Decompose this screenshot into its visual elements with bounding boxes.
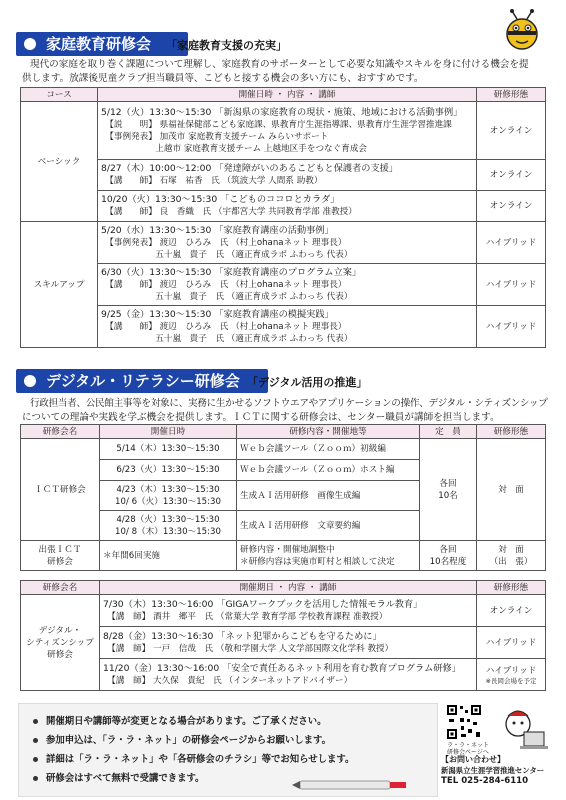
intro-line: 現代の家庭を取り巻く課題について理解し、家庭教育のサポーターとして必要な知識やスキルを身に付ける機会を提 [30, 59, 529, 70]
section1-title: 家庭教育研修会 [46, 35, 152, 53]
event-cell [98, 102, 477, 160]
format-cell: オンライン [477, 160, 546, 191]
col-header: コース [21, 88, 98, 102]
format-cell: オンライン [477, 102, 546, 160]
intro-line: 行政担当者、公民館主事等を対象に、実務に生かせるソフトウエアやアプリケーションの操作、デジタル・シティズンシップ [30, 398, 548, 409]
section1-title-bar [16, 32, 188, 56]
date-cell [100, 481, 237, 511]
note-item [33, 751, 354, 765]
capacity-text: 10名程度 [429, 556, 467, 567]
content-cell: 生成ＡＩ活用研修 文章要約編 [237, 511, 420, 541]
col-header: 開催日時 ・ 内容 ・ 講師 [98, 88, 477, 102]
ict-training-table [20, 424, 546, 571]
event-title: 7/30（木）13:30～16:00 「GIGAワークブックを活用した情報モラル教育」 [103, 598, 423, 610]
qr-caption-line: ラ・ラ・ネット [446, 742, 489, 749]
col-header: 開催日時 [100, 425, 237, 439]
format-cell: ハイブリッド [477, 264, 546, 306]
content-line: ＊研修内容は実施市町村と相談して決定 [240, 556, 395, 567]
event-title: 9/25（金）13:30～15:30 「家庭教育講座の模擬実践」 [101, 308, 334, 320]
bullet-circle-icon [24, 375, 36, 387]
event-title: 11/20（金）13:30～16:00 「安全で責任あるネット利用を育む教育プログラム研修」 [103, 662, 461, 674]
event-cell [98, 191, 477, 222]
section1-subtitle: 「家庭教育支援の充実」 [166, 39, 287, 52]
col-header: 研修会名 [21, 425, 100, 439]
event-title: 10/20（火）13:30～15:30 「こどものココロとカラダ」 [101, 194, 340, 205]
event-title: 6/30（火）13:30～15:30 「家庭教育講座のプログラム立案」 [101, 266, 362, 278]
citizenship-training-table [20, 580, 546, 691]
bullet-icon [33, 738, 38, 743]
event-cell [98, 160, 477, 191]
bullet-icon [33, 776, 38, 781]
col-header: 研修内容・開催地等 [237, 425, 420, 439]
contact-tel[interactable]: TEL 025-284-6110 [441, 776, 529, 786]
format-cell: オンライン [477, 191, 546, 222]
event-detail: 【講 師】 良 香織 氏 （宇都宮大学 共同教育学部 准教授） [101, 207, 357, 217]
format-note: ※長岡会場を予定 [485, 676, 537, 685]
format-line: 対 面 [498, 544, 524, 555]
section2-title: デジタル・リテラシー研修会 [46, 372, 240, 390]
date-line: 4/28（火）13:30～15:30 [116, 514, 220, 525]
event-title: 5/12（火）13:30～15:30 「新潟県の家庭教育の現状・施策、地域における活動事例」 [101, 106, 463, 118]
section2-title-bar [16, 369, 268, 393]
qr-caption-line: 研修会ページへ [447, 749, 489, 756]
format-cell: ハイブリッド [477, 627, 546, 659]
bullet-circle-icon [24, 38, 36, 50]
qr-code[interactable] [446, 704, 482, 740]
section1-intro [22, 58, 550, 86]
event-detail: 【講 師】 石塚 祐香 氏 （筑波大学 人間系 助教） [101, 176, 323, 186]
content-cell [237, 541, 420, 571]
event-cell [100, 595, 477, 627]
event-cell [100, 627, 477, 659]
family-education-table [20, 87, 546, 348]
event-detail: 【講 師】 大久保 貴紀 氏 （インターネットアドバイザー） [103, 675, 353, 686]
event-detail: 【事例発表】 渡辺 ひろみ 氏 （村上ohanaネット 理事長） [101, 237, 347, 248]
contact-heading: 【お問い合わせ】 [441, 755, 505, 764]
format-line: ハイブリッド [485, 665, 537, 676]
section2-subtitle: 「デジタル活用の推進」 [247, 376, 368, 389]
intro-line: についての理論や実践を学ぶ機会を提供します。ＩＣＴに関する研修会は、センター職員が講師を担当します。 [22, 412, 500, 423]
content-cell: 生成ＡＩ活用研修 画像生成編 [237, 481, 420, 511]
col-header: 定 員 [420, 425, 477, 439]
note-text: 参加申込は、「ラ・ラ・ネット」の研修会ページからお願いします。 [46, 735, 331, 746]
event-title: 5/20（水）13:30～15:30 「家庭教育講座の活動事例」 [101, 224, 334, 236]
event-cell [100, 659, 477, 691]
format-cell: 対 面 [477, 439, 546, 541]
bullet-icon [33, 719, 38, 724]
training-name [21, 595, 100, 691]
date-cell [100, 511, 237, 541]
name-line: 研修会 [47, 556, 73, 567]
date-cell: ＊年間6回実施 [100, 541, 237, 571]
event-cell [98, 306, 477, 348]
event-detail: 五十嵐 貴子 氏 （適正育成ラボ ふわっち 代表） [101, 249, 353, 260]
capacity-text: 各回 [439, 544, 457, 555]
bee-mascot [498, 8, 546, 56]
note-item [33, 713, 327, 727]
name-line: シティズンシップ [26, 637, 94, 648]
format-cell: ハイブリッド [477, 222, 546, 264]
event-title: 8/28（金）13:30～16:30 「ネット犯罪からこどもを守るために」 [103, 630, 382, 642]
training-name: ＩＣＴ研修会 [21, 439, 100, 541]
name-line: デジタル・ [38, 625, 82, 636]
col-header: 開催期日 ・ 内容 ・ 講師 [100, 581, 477, 595]
section2-intro [22, 397, 550, 425]
format-line: （出 張） [489, 556, 533, 567]
date-cell: 6/23（火）13:30～15:30 [100, 460, 237, 481]
col-header: 研修形態 [477, 425, 546, 439]
col-header: 研修会名 [21, 581, 100, 595]
note-text: 詳細は「ラ・ラ・ネット」や「各研修会のチラシ」等でお知らせします。 [46, 754, 355, 765]
name-line: 出張ＩＣＴ [38, 544, 82, 555]
date-line: 10/ 6（火）13:30～15:30 [115, 496, 221, 507]
intro-line: 供します。放課後児童クラブ担当職員等、こどもと接する機会の多い方にも、おすすめです。 [22, 73, 424, 84]
event-detail: 【説 明】 県福祉保健部こども家庭課、県教育庁生涯指導課、県教育庁生涯学習推進課 [101, 119, 452, 130]
date-cell: 5/14（木）13:30～15:30 [100, 439, 237, 460]
course-name: スキルアップ [21, 222, 98, 348]
content-cell: Ｗｅｂ会議ツール（Ｚｏｏｍ）初級編 [237, 439, 420, 460]
course-name: ベーシック [21, 102, 98, 222]
training-name [21, 541, 100, 571]
content-line: 研修内容・開催地調整中 [240, 544, 335, 555]
marker-pen-icon [292, 775, 412, 785]
event-detail: 【講 師】 酒井 郷平 氏 （常葉大学 教育学部 学校教育課程 准教授） [103, 611, 388, 622]
event-detail: 五十嵐 貴子 氏 （適正育成ラボ ふわっち 代表） [101, 333, 353, 344]
event-detail: 【講 師】 渡辺 ひろみ 氏 （村上ohanaネット 理事長） [101, 279, 347, 290]
format-cell [477, 541, 546, 571]
event-detail: 【講 師】 一戸 信哉 氏 （敬和学園大学 人文学部国際文化学科 教授） [103, 643, 394, 654]
event-cell [98, 222, 477, 264]
note-text: 研修会はすべて無料で受講できます。 [46, 773, 205, 784]
date-line: 4/23（木）13:30～15:30 [116, 484, 220, 495]
name-line: 研修会 [47, 649, 73, 660]
note-item [33, 732, 331, 746]
note-item [33, 770, 204, 784]
content-cell: Ｗｅｂ会議ツール（Ｚｏｏｍ）ホスト編 [237, 460, 420, 481]
capacity-text: 各回 [439, 478, 457, 489]
contact-org: 新潟県立生涯学習推進センター [441, 766, 545, 775]
note-text: 開催期日や講師等が変更となる場合があります。ご了承ください。 [46, 716, 327, 727]
format-cell: ハイブリッド [477, 306, 546, 348]
event-detail: 【事例発表】 加茂市 家庭教育支援チーム みらいサポート [101, 131, 329, 142]
contact-info [441, 754, 565, 787]
event-detail: 【講 師】 渡辺 ひろみ 氏 （村上ohanaネット 理事長） [101, 321, 347, 332]
col-header: 研修形態 [477, 581, 546, 595]
event-detail: 五十嵐 貴子 氏 （適正育成ラボ ふわっち 代表） [101, 291, 353, 302]
capacity-cell [420, 439, 477, 541]
event-title: 8/27（木）10:00～12:00 「発達障がいのあるこどもと保護者の支援」 [101, 163, 399, 174]
format-cell [477, 659, 546, 691]
format-cell: オンライン [477, 595, 546, 627]
mascot-with-laptop [498, 706, 548, 752]
event-detail: 上越市 家庭教育支援チーム 上越地区手をつなぐ育成会 [101, 143, 368, 154]
capacity-text: 10名 [438, 490, 458, 501]
event-cell [98, 264, 477, 306]
bullet-icon [33, 757, 38, 762]
capacity-cell [420, 541, 477, 571]
date-line: 10/ 8（木）13:30～15:30 [115, 526, 221, 537]
col-header: 研修形態 [477, 88, 546, 102]
